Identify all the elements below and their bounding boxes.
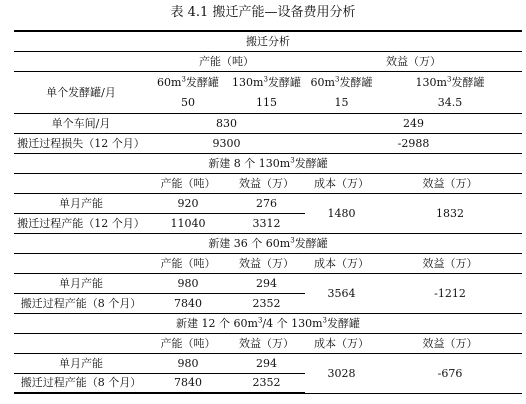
header-benefit: 效益（万） (239, 336, 294, 350)
header-benefit: 效益（万） (239, 256, 294, 270)
value-cell: 11040 (148, 213, 228, 233)
workshop-capacity: 830 (148, 113, 305, 133)
value-cell: 50 (181, 96, 195, 110)
value-cell: 34.5 (437, 96, 463, 110)
row-label-monthly-capacity: 单月产能 (14, 193, 148, 213)
header-capacity: 产能（吨） (160, 336, 216, 350)
blank-cell (14, 173, 148, 193)
benefit-value: -676 (378, 353, 522, 393)
value-cell: 15 (334, 96, 349, 110)
loss-benefit: -2988 (305, 133, 522, 153)
header-benefit: 效益（万） (239, 176, 294, 190)
value-cell: 115 (256, 96, 277, 110)
header-benefit: 效益（万） (422, 176, 478, 190)
header-tank-130-capacity: $130m^3$发酵罐 (228, 71, 305, 93)
header-cost: 成本（万） (314, 336, 369, 350)
workshop-benefit: 249 (305, 113, 522, 133)
header-benefit: 效益（万） (422, 256, 478, 270)
section-title-relocation: 搬迁分析 (14, 31, 522, 51)
header-cost: 成本（万） (314, 256, 369, 270)
row-label-relocation-capacity: 搬迁过程产能（8 个月） (14, 373, 148, 393)
cost-value: 3028 (305, 353, 378, 393)
relocation-analysis-table (14, 30, 522, 394)
row-label-single-tank: 单个发酵罐/月 (14, 71, 148, 113)
blank-cell (14, 253, 148, 273)
blank-cell (14, 51, 148, 71)
row-label-monthly-capacity: 单月产能 (14, 353, 148, 373)
blank-cell (14, 333, 148, 353)
value-cell: 7840 (148, 373, 228, 393)
benefit-value: 1832 (378, 193, 522, 233)
value-cell: 3312 (228, 213, 305, 233)
value-cell: 920 (148, 193, 228, 213)
value-cell: 980 (148, 273, 228, 293)
row-label-workshop: 单个车间/月 (14, 113, 148, 133)
value-cell: 7840 (148, 293, 228, 313)
benefit-value: -1212 (378, 273, 522, 313)
section-title-new-8-tanks: 新建 8 个 $130m^3$发酵罐 (14, 153, 522, 173)
cost-value: 1480 (305, 193, 378, 233)
row-label-monthly-capacity: 单月产能 (14, 273, 148, 293)
header-capacity: 产能（吨） (160, 256, 216, 270)
header-tank-60-benefit: $60m^3$发酵罐 (305, 71, 378, 93)
row-label-relocation-loss: 搬迁过程损失（12 个月） (14, 133, 148, 153)
header-tank-60-capacity: $60m^3$发酵罐 (148, 71, 228, 93)
header-cost: 成本（万） (314, 176, 369, 190)
table-caption: 表 4.1 搬迁产能—设备费用分析 (170, 5, 356, 20)
value-cell: 294 (228, 273, 305, 293)
row-label-relocation-capacity: 搬迁过程产能（8 个月） (14, 293, 148, 313)
header-tank-130-benefit: $130m^3$发酵罐 (378, 71, 522, 93)
header-capacity: 产能（吨） (199, 54, 254, 68)
value-cell: 2352 (228, 293, 305, 313)
value-cell: 294 (228, 353, 305, 373)
section-title-new-mixed-tanks: 新建 12 个 $60m^3/4$ 个 $130m^3$发酵罐 (14, 313, 522, 333)
value-cell: 276 (228, 193, 305, 213)
value-cell: 2352 (228, 373, 305, 393)
section-title-new-36-tanks: 新建 36 个 $60m^3$发酵罐 (14, 233, 522, 253)
header-benefit: 效益（万） (422, 336, 478, 350)
row-label-relocation-capacity: 搬迁过程产能（12 个月） (14, 213, 148, 233)
loss-capacity: 9300 (148, 133, 305, 153)
header-capacity: 产能（吨） (160, 176, 216, 190)
header-benefit: 效益（万） (386, 54, 441, 68)
value-cell: 980 (148, 353, 228, 373)
cost-value: 3564 (305, 273, 378, 313)
